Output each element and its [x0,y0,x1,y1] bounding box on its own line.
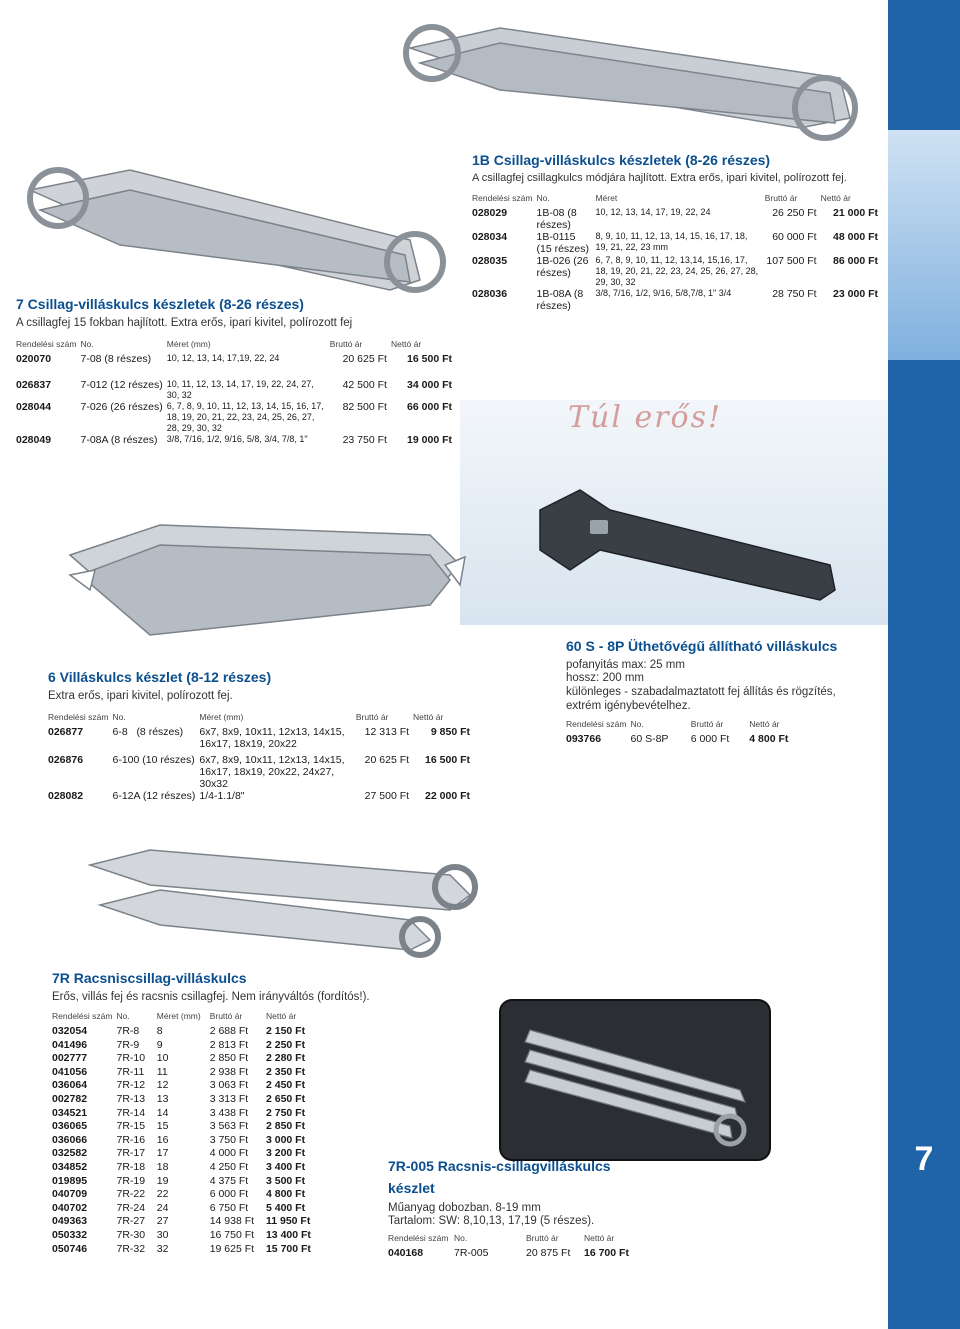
table-row [472,231,882,255]
gross-price: 16 750 Ft [209,1228,255,1241]
length-label: hossz: [566,672,600,684]
col-no: No. [454,1233,468,1243]
item-no [112,726,199,754]
net-price: 66 000 Ft [407,401,452,413]
col-order: Rendelési szám [16,339,77,349]
item-size: 6, 7, 8, 9, 10, 11, 12, 13,14, 15,16, 17, 18, 19, 20, 21, 22, 23, 24, 25, 26, 27, 28, 29, 30, 32 [595,255,759,287]
jaw-opening-line [566,658,685,672]
gross-price: 19 625 Ft [209,1242,255,1255]
col-order: Rendelési szám [472,193,533,203]
item-no: 7R-11 [116,1065,145,1078]
section-7r005-price-table [388,1232,638,1259]
section-7-desc: A csillagfej 15 fokban hajlított. Extra erős, ipari kivitel, polírozott fej [16,317,353,329]
gross-price: 20 625 Ft [364,754,410,766]
item-size: 17 [156,1147,169,1160]
item-size: 8, 9, 10, 11, 12, 13, 14, 15, 16, 17, 18, 19, 21, 22, 23 mm [595,231,748,252]
item-size: 8 [156,1025,163,1037]
col-net: Nettó ár [390,339,422,349]
order-code: 050332 [52,1228,88,1241]
order-code: 034852 [52,1160,88,1173]
item-size: 30 [156,1228,169,1241]
order-code: 093766 [566,733,602,745]
net-price: 23 000 Ft [833,288,878,300]
section-1b-title: 1B Csillag-villáskulcs készletek (8-26 részes) [472,152,771,168]
item-size: 14 [156,1106,169,1119]
table-header-row [472,192,882,207]
item-no: 1B-08 (8 részes) [536,207,577,231]
col-net: Nettó ár [584,1233,615,1243]
table-row [52,1107,324,1121]
item-no-value: 6-8 [112,726,128,738]
table-row [52,1215,324,1229]
item-no: 7R-17 [116,1147,146,1160]
order-code: 019895 [52,1174,88,1187]
ratchet-set-case-photo [490,990,780,1170]
section-6-price-table [48,711,474,806]
col-no: No. [112,712,126,722]
order-code: 028034 [472,231,508,243]
table-row [566,733,806,745]
net-price: 4 800 Ft [749,733,789,745]
ratchet-wrench-photo [50,825,520,965]
col-no: No. [536,193,550,203]
order-code: 032582 [52,1147,88,1160]
net-price: 2 350 Ft [265,1065,306,1078]
col-net: Nettó ár [749,719,780,729]
item-no: 7R-16 [116,1133,146,1146]
item-no: 6-12A (12 részes) [112,790,196,802]
col-gross: Bruttó ár [690,719,724,729]
adjustable-wrench-photo [520,470,850,620]
table-row [472,255,882,288]
item-size: 3/8, 7/16, 1/2, 9/16, 5/8,7/8, 1" 3/4 [595,288,732,298]
order-code: 040702 [52,1201,88,1214]
item-no: 7R-18 [116,1160,146,1173]
order-code: 026877 [48,726,84,738]
net-price: 21 000 Ft [833,207,878,219]
table-row [52,1120,324,1134]
item-size: 6, 7, 8, 9, 10, 11, 12, 13, 14, 15, 16, 17, 18, 19, 20, 21, 22, 23, 24, 25, 26, 27, 28, 29, 30, 32 [166,401,324,433]
section-7-title: 7 Csillag-villáskulcs készletek (8-26 részes) [16,296,304,312]
order-code: 036066 [52,1133,88,1146]
net-price: 19 000 Ft [407,434,452,446]
net-price: 5 400 Ft [265,1201,306,1214]
item-size: 6x7, 8x9, 10x11, 12x13, 14x15, 16x17, 18x19, 20x22, 24x27, 30x32 [199,754,345,790]
col-size: Méret (mm) [199,712,244,722]
gross-price: 3 563 Ft [209,1120,249,1133]
item-size: 19 [156,1174,169,1187]
table-row [16,434,456,450]
item-size: 18 [156,1160,169,1173]
col-size: Méret [595,193,618,203]
item-size: 6x7, 8x9, 10x11, 12x13, 14x15, 16x17, 18x19, 20x22 [199,726,345,750]
item-size: 22 [156,1188,169,1201]
section-1b-desc: A csillagfej csillagkulcs módjára hajlított. Extra erős, ipari kivitel, polírozott fej. [472,172,847,184]
table-row [52,1243,324,1257]
gross-price: 28 750 Ft [772,288,817,300]
net-price: 2 150 Ft [265,1025,306,1037]
net-price: 3 500 Ft [265,1174,306,1187]
item-no: 7R-32 [116,1242,146,1255]
net-price: 9 850 Ft [430,726,470,738]
table-row [48,726,474,754]
gross-price: 3 750 Ft [209,1133,249,1146]
col-no: No. [80,339,94,349]
item-no: 1B-026 (26 részes) [536,255,589,279]
gross-price: 4 375 Ft [209,1174,249,1187]
order-code: 036064 [52,1079,88,1092]
col-net: Nettó ár [413,712,444,722]
net-price: 2 850 Ft [265,1120,306,1133]
section-7r-rows [52,1025,324,1256]
net-price: 3 000 Ft [265,1133,306,1146]
section-7r-price-table [52,1010,324,1256]
section-1b-price-table [472,192,882,312]
col-gross: Bruttó ár [526,1233,559,1243]
table-row [52,1175,324,1189]
section-7r005-desc1: Műanyag dobozban. 8-19 mm [388,1202,541,1214]
order-code: 040709 [52,1188,88,1201]
section-7r-title: 7R Racsniscsillag-villáskulcs [52,970,247,986]
item-size: 24 [156,1201,169,1214]
jaw-opening-value: 25 mm [649,659,685,671]
item-no: 60 S-8P [630,733,669,745]
section-6-desc: Extra erős, ipari kivitel, polírozott fej. [48,690,233,702]
item-size: 15 [156,1120,169,1133]
item-no: 1B-08A (8 részes) [536,288,584,312]
col-no: No. [116,1011,130,1021]
net-price: 3 200 Ft [265,1147,306,1160]
item-no: 7-026 (26 részes) [80,401,163,413]
open-end-wrench-set-photo [40,485,480,645]
col-gross: Bruttó ár [764,193,798,203]
item-no: 7R-10 [116,1052,146,1065]
table-row [388,1247,638,1259]
net-price: 86 000 Ft [833,255,878,267]
table-row [48,790,474,806]
net-price: 2 650 Ft [265,1092,306,1105]
page-number: 7 [914,1140,934,1178]
item-size: 10, 12, 13, 14, 17,19, 22, 24 [166,353,280,363]
order-code: 028035 [472,255,508,267]
gross-price: 107 500 Ft [766,255,817,267]
section-7r005-title-line1: 7R-005 Racsnis-csillagvilláskulcs [388,1158,611,1174]
gross-price: 2 850 Ft [209,1052,249,1065]
item-size: 10, 11, 12, 13, 14, 17, 19, 22, 24, 27, 30, 32 [166,379,314,400]
order-code: 032054 [52,1025,88,1037]
item-size: 13 [156,1092,169,1105]
col-gross: Bruttó ár [209,1011,243,1021]
item-size: 10, 12, 13, 14, 17, 19, 22, 24 [595,207,711,217]
col-gross: Bruttó ár [355,712,389,722]
order-code: 028082 [48,790,84,802]
net-price: 2 450 Ft [265,1079,306,1092]
table-header-row [16,338,456,353]
item-size: 16 [156,1133,169,1146]
table-row [52,1147,324,1161]
item-size: 10 [156,1052,169,1065]
gross-price: 3 438 Ft [209,1106,249,1119]
order-code: 002777 [52,1052,88,1065]
order-code: 049363 [52,1215,88,1228]
net-price: 48 000 Ft [833,231,878,243]
net-price: 22 000 Ft [425,790,470,802]
order-code: 020070 [16,353,52,365]
gross-price: 3 313 Ft [209,1092,249,1105]
table-row [52,1025,324,1039]
net-price: 16 500 Ft [407,353,452,365]
table-row [52,1202,324,1216]
band-photo-strip [888,130,960,360]
net-price: 16 500 Ft [425,754,470,766]
gross-price: 6 000 Ft [690,733,730,745]
net-price: 13 400 Ft [265,1228,311,1241]
contents-value: SW: 8,10,13, 17,19 (5 részes). [438,1215,595,1227]
table-row [52,1161,324,1175]
gross-price: 14 938 Ft [209,1215,255,1228]
item-no: 7R-30 [116,1228,146,1241]
order-code: 041496 [52,1038,88,1051]
net-price: 11 950 Ft [265,1215,311,1228]
item-no: 7R-19 [116,1174,146,1187]
col-order: Rendelési szám [52,1011,113,1021]
col-no: No. [630,719,644,729]
item-no: 7R-22 [116,1188,146,1201]
item-parts: (8 részes) [136,726,184,738]
item-size: 11 [156,1065,168,1078]
order-code: 036065 [52,1120,88,1133]
col-net: Nettó ár [820,193,851,203]
gross-price: 6 000 Ft [209,1188,249,1201]
table-row [52,1079,324,1093]
item-no: 7R-15 [116,1120,146,1133]
order-code: 028036 [472,288,508,300]
item-no: 7R-27 [116,1215,146,1228]
col-net: Nettó ár [265,1011,297,1021]
net-price: 4 800 Ft [265,1188,306,1201]
net-price: 34 000 Ft [407,379,452,391]
section-60s-desc: különleges - szabadalmaztatott fej állítás és rögzítés, extrém igénybevételhez. [566,686,836,712]
item-no: 1B-0115 (15 részes) [536,231,589,255]
gross-price: 20 875 Ft [526,1247,571,1259]
table-row [52,1093,324,1107]
col-gross: Bruttó ár [329,339,363,349]
section-7r-desc: Erős, villás fej és racsnis csillagfej. Nem irányváltós (fordítós!). [52,991,370,1003]
table-row [52,1039,324,1053]
net-price: 3 400 Ft [265,1160,306,1173]
net-price: 2 280 Ft [265,1052,306,1065]
order-code: 026876 [48,754,84,766]
order-code: 028029 [472,207,508,219]
gross-price: 4 000 Ft [209,1147,249,1160]
gross-price: 6 750 Ft [209,1201,249,1214]
col-order: Rendelési szám [388,1233,449,1243]
gross-price: 2 938 Ft [209,1065,249,1078]
order-code: 034521 [52,1106,88,1119]
col-order: Rendelési szám [566,719,627,729]
gross-price: 20 625 Ft [342,353,387,365]
order-code: 002782 [52,1092,88,1105]
item-size: 12 [156,1079,169,1092]
section-7r005-title-line2: készlet [388,1180,435,1196]
table-row [52,1066,324,1080]
gross-price: 23 750 Ft [342,434,387,446]
order-code: 041056 [52,1065,88,1078]
net-price: 15 700 Ft [265,1242,311,1255]
col-order: Rendelési szám [48,712,109,722]
table-row [472,288,882,312]
order-code: 028044 [16,401,52,413]
item-no: 7R-14 [116,1106,146,1119]
order-code: 026837 [16,379,52,391]
table-header-row [388,1232,638,1247]
contents-label: Tartalom: [388,1215,436,1227]
gross-price: 12 313 Ft [364,726,410,738]
gross-price: 3 063 Ft [209,1079,249,1092]
table-header-row [52,1010,324,1025]
order-code: 040168 [388,1247,424,1259]
item-no: 7R-24 [116,1201,146,1214]
table-row [52,1052,324,1066]
wrench-set-7-photo [10,150,450,300]
item-size: 9 [156,1038,163,1051]
wrench-set-1b-photo [380,8,880,158]
item-size: 32 [156,1242,169,1255]
table-header-row [48,711,474,726]
item-size: 3/8, 7/16, 1/2, 9/16, 5/8, 3/4, 7/8, 1" [166,434,308,444]
gross-price: 2 813 Ft [209,1038,249,1051]
item-no: 7R-13 [116,1092,146,1105]
length-line [566,671,644,685]
table-row [16,401,456,434]
item-no: 7-08 (8 részes) [80,353,152,365]
item-size: 1/4-1.1/8" [199,790,245,802]
section-6-title: 6 Villáskulcs készlet (8-12 részes) [48,669,272,685]
net-price: 2 750 Ft [265,1106,306,1119]
gross-price: 26 250 Ft [772,207,817,219]
gross-price: 42 500 Ft [342,379,387,391]
table-row [52,1229,324,1243]
table-row [48,754,474,790]
net-price: 16 700 Ft [584,1247,629,1259]
gross-price: 2 688 Ft [209,1025,249,1037]
item-no: 7R-12 [116,1079,146,1092]
section-7r005-desc2 [388,1214,594,1228]
table-header-row [566,718,806,733]
length-value: 200 mm [602,672,644,684]
net-price: 2 250 Ft [265,1038,306,1051]
jaw-opening-label: pofanyitás max: [566,659,647,671]
item-no: 6-100 (10 részes) [112,754,195,766]
col-size: Méret (mm) [156,1011,201,1021]
item-no: 7-08A (8 részes) [80,434,158,446]
col-size: Méret (mm) [166,339,211,349]
item-no: 7R-005 [454,1247,489,1259]
gross-price: 60 000 Ft [772,231,817,243]
gross-price: 27 500 Ft [364,790,410,802]
gross-price: 4 250 Ft [209,1160,249,1173]
table-row [52,1188,324,1202]
item-size: 27 [156,1215,169,1228]
item-no: 7-012 (12 részes) [80,379,163,391]
table-row [16,353,456,379]
table-row [16,379,456,401]
table-row [52,1134,324,1148]
item-no: 7R-9 [116,1038,140,1051]
order-code: 028049 [16,434,52,446]
item-no: 7R-8 [116,1025,140,1037]
gross-price: 82 500 Ft [342,401,387,413]
order-code: 050746 [52,1242,88,1255]
section-7-price-table [16,338,456,450]
section-60s-price-table [566,718,806,745]
section-60s-title: 60 S - 8P Üthetővégű állítható villáskulcs [566,638,838,654]
table-row [472,207,882,231]
